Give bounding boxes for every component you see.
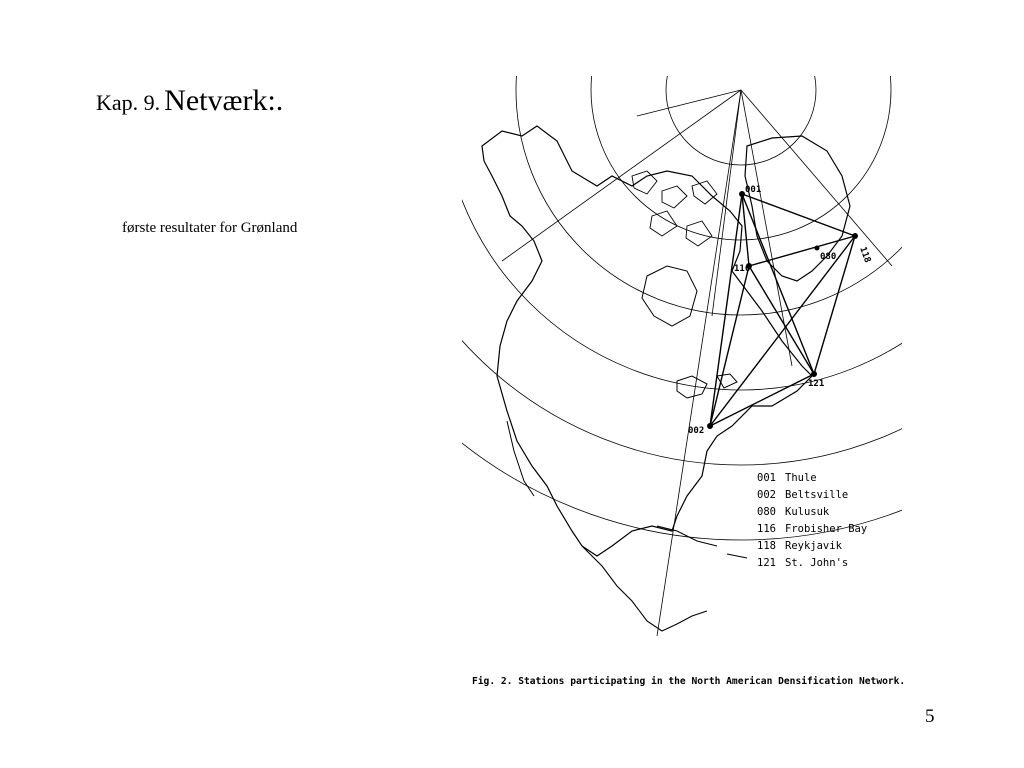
station-markers — [707, 191, 858, 429]
legend-code: 121 — [757, 557, 776, 569]
station-legend — [757, 470, 867, 572]
slide-subtitle: første resultater for Grønland — [122, 220, 298, 236]
legend-name: St. John's — [785, 557, 849, 569]
legend-name: Frobisher Bay — [785, 523, 868, 535]
legend-code: 002 — [757, 489, 776, 501]
station-marker-121 — [811, 371, 817, 377]
arctic-islands-outline — [632, 171, 717, 246]
legend-row — [757, 504, 867, 521]
legend-code: 116 — [757, 523, 776, 535]
station-marker-080 — [815, 246, 820, 251]
legend-code: 118 — [757, 540, 776, 552]
legend-name: Beltsville — [785, 489, 849, 501]
station-marker-118 — [852, 233, 858, 239]
station-marker-002 — [707, 423, 713, 429]
figure-caption: Fig. 2. Stations participating in the North American Densification Network. — [472, 676, 906, 687]
legend-row — [757, 487, 867, 504]
legend-name: Thule — [785, 472, 817, 484]
station-label-121: 121 — [808, 379, 825, 389]
legend-code: 080 — [757, 506, 776, 518]
station-label-080: 080 — [820, 252, 837, 262]
station-label-001: 001 — [745, 185, 762, 195]
central-america-outline — [582, 546, 707, 631]
station-label-002: 002 — [688, 426, 705, 436]
page-number: 5 — [925, 706, 935, 727]
station-label-116: 116 — [734, 264, 751, 274]
station-network — [710, 194, 855, 426]
station-label-118: 118 — [857, 245, 873, 265]
legend-row — [757, 521, 867, 538]
title-main: Netværk:. — [164, 84, 284, 117]
baja-outline — [507, 421, 534, 496]
legend-name: Kulusuk — [785, 506, 830, 518]
title-prefix: Kap. 9. — [96, 90, 161, 115]
legend-code: 001 — [757, 472, 776, 484]
great-lakes-outline — [677, 374, 737, 398]
legend-row — [757, 555, 867, 572]
legend-row — [757, 538, 867, 555]
station-labels — [688, 185, 872, 436]
legend-name: Reykjavik — [785, 540, 842, 552]
slide-title — [96, 84, 283, 118]
legend-row — [757, 470, 867, 487]
